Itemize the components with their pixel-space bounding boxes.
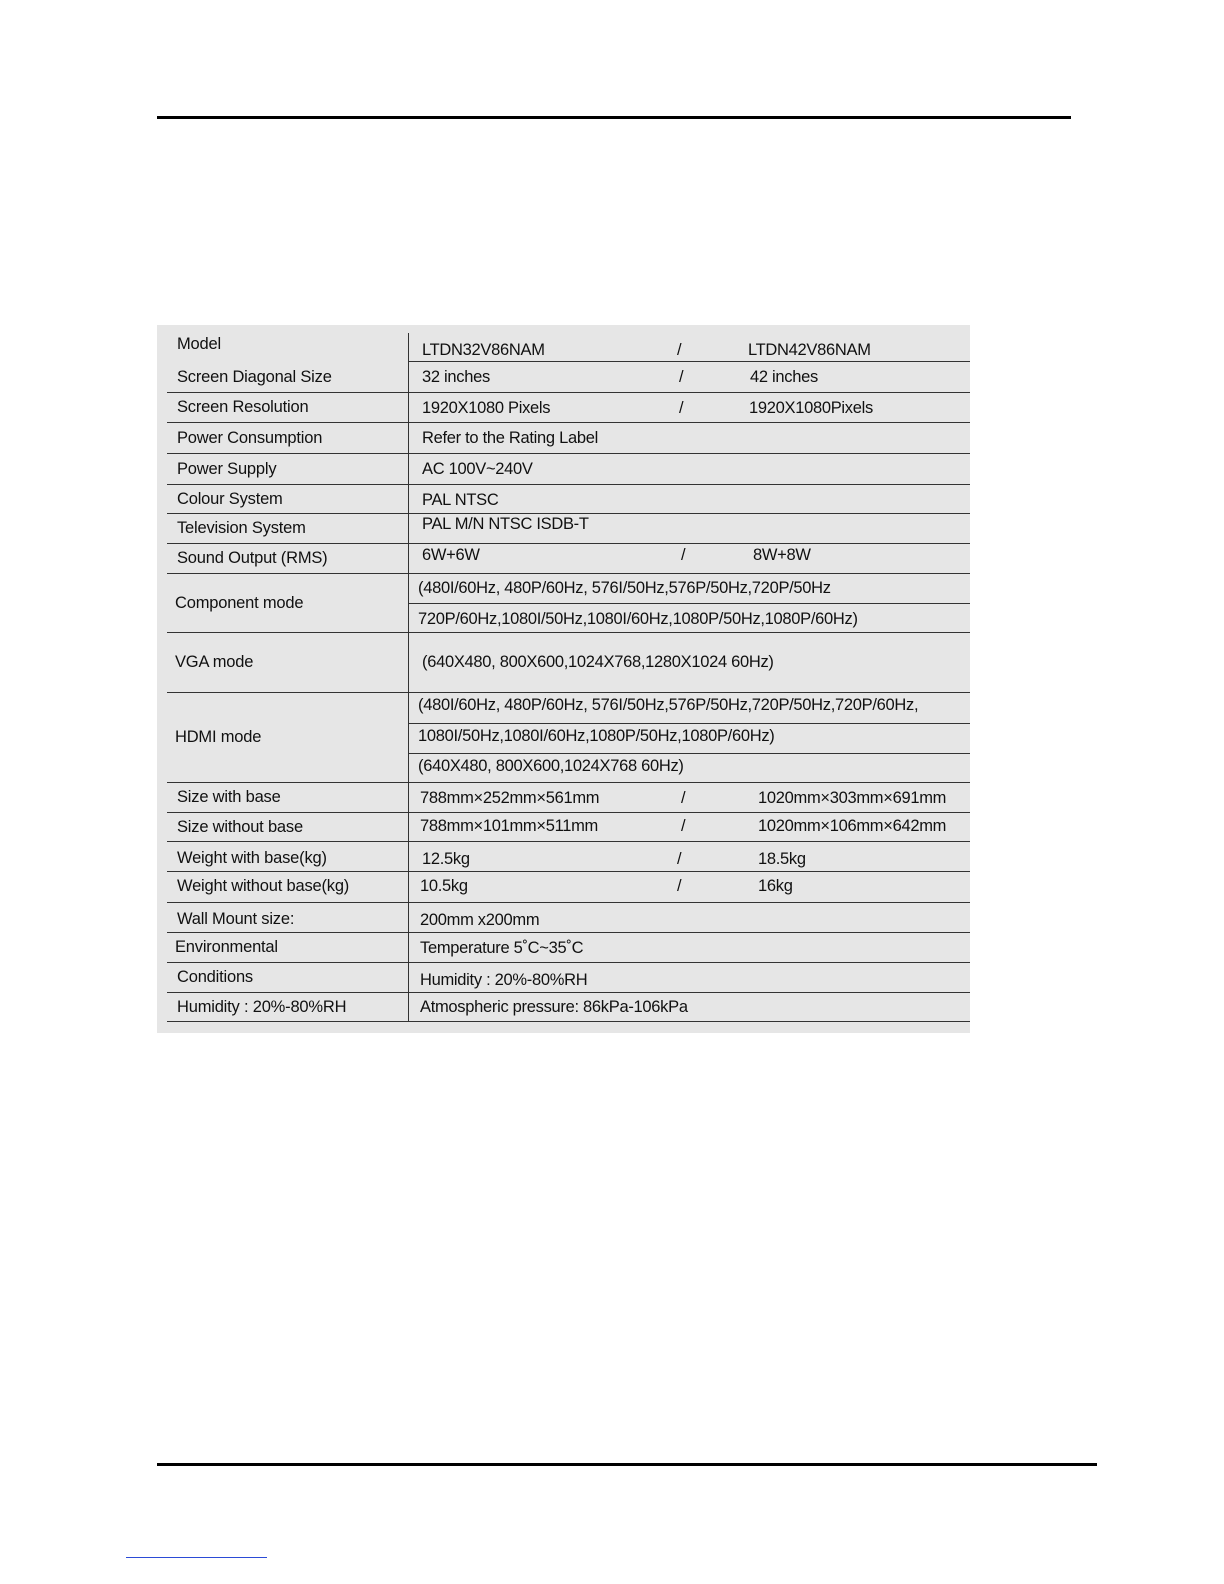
spec-separator: / [677, 341, 682, 359]
spec-value-32: 788mm×101mm×511mm [420, 817, 599, 835]
spec-value-line: 1080I/50Hz,1080I/60Hz,1080P/50Hz,1080P/60Hz) [418, 727, 775, 745]
spec-row-colour-system [167, 485, 970, 514]
spec-value-32: 12.5kg [422, 850, 470, 868]
spec-separator: / [679, 368, 684, 386]
header-rule [157, 116, 1071, 119]
spec-value: Atmospheric pressure: 86kPa-106kPa [420, 998, 688, 1016]
spec-value-line: (480I/60Hz, 480P/60Hz, 576I/50Hz,576P/50Hz,720P/50Hz [418, 579, 831, 597]
spec-row-weight-without-base [167, 872, 970, 903]
spec-row-component-mode [167, 574, 970, 633]
spec-value-line: (640X480, 800X600,1024X768 60Hz) [418, 757, 684, 775]
spec-label: Wall Mount size: [167, 903, 409, 932]
spec-row-conditions [167, 963, 970, 993]
spec-separator: / [681, 789, 686, 807]
spec-value: 200mm x200mm [420, 911, 540, 929]
spec-value-42: 1020mm×106mm×642mm [758, 817, 947, 835]
spec-row-resolution [167, 393, 970, 423]
spec-label: Weight with base(kg) [167, 842, 409, 871]
spec-row-weight-with-base [167, 842, 970, 872]
spec-label: Humidity : 20%-80%RH [167, 993, 409, 1021]
spec-value: AC 100V~240V [422, 460, 533, 478]
spec-value-42: 8W+8W [753, 546, 811, 564]
spec-value: PAL M/N NTSC ISDB-T [422, 515, 589, 533]
spec-label: Size with base [167, 783, 409, 812]
spec-row-power-consumption [167, 423, 970, 454]
spec-separator: / [681, 817, 686, 835]
spec-row-hdmi-mode [167, 693, 970, 783]
spec-value-42: 42 inches [750, 368, 818, 386]
spec-value-32: 788mm×252mm×561mm [420, 789, 600, 807]
spec-value: Humidity : 20%-80%RH [420, 971, 588, 989]
spec-value-32: 32 inches [422, 368, 490, 386]
footer-rule [157, 1463, 1097, 1466]
spec-separator: / [679, 399, 684, 417]
spec-value-32: 6W+6W [422, 546, 480, 564]
row-divider [409, 333, 970, 362]
specifications-table [167, 333, 970, 1021]
spec-value-42: 1920X1080Pixels [749, 399, 873, 417]
footer-link-underline[interactable] [126, 1557, 267, 1558]
spec-label: Weight without base(kg) [167, 872, 409, 902]
spec-label: HDMI mode [167, 693, 409, 782]
spec-label: Television System [167, 514, 409, 543]
spec-row-screen-size [167, 362, 970, 393]
spec-row-vga-mode [167, 633, 970, 693]
spec-row-size-with-base [167, 783, 970, 813]
spec-value-42: 16kg [758, 877, 793, 895]
spec-value-line: 720P/60Hz,1080I/50Hz,1080I/60Hz,1080P/50Hz,1080P/60Hz) [418, 610, 858, 628]
spec-separator: / [681, 546, 686, 564]
spec-separator: / [677, 877, 682, 895]
spec-row-wall-mount [167, 903, 970, 933]
spec-label: Component mode [167, 574, 409, 632]
spec-label: VGA mode [167, 633, 409, 692]
spec-value: (640X480, 800X600,1024X768,1280X1024 60Hz) [422, 653, 774, 671]
spec-label: Model [167, 333, 409, 362]
spec-value-32: 10.5kg [420, 877, 468, 895]
spec-label: Screen Diagonal Size [167, 362, 409, 392]
spec-value-42: LTDN42V86NAM [748, 341, 871, 359]
spec-label: Screen Resolution [167, 393, 409, 422]
spec-value-32: LTDN32V86NAM [422, 341, 545, 359]
spec-row-sound-output [167, 544, 970, 574]
spec-value: PAL NTSC [422, 491, 499, 509]
spec-label: Colour System [167, 485, 409, 513]
spec-label: Power Supply [167, 454, 409, 484]
spec-value-line: (480I/60Hz, 480P/60Hz, 576I/50Hz,576P/50Hz,720P/50Hz,720P/60Hz, [418, 696, 919, 714]
spec-separator: / [677, 850, 682, 868]
spec-label: Size without base [167, 813, 409, 841]
spec-value-42: 18.5kg [758, 850, 806, 868]
specifications-table-image [157, 325, 970, 1033]
spec-row-environmental [167, 933, 970, 963]
spec-row-power-supply [167, 454, 970, 485]
spec-value-32: 1920X1080 Pixels [422, 399, 551, 417]
spec-value: Temperature 5˚C~35˚C [420, 939, 584, 957]
spec-label: Environmental [167, 933, 409, 962]
spec-value: Refer to the Rating Label [422, 429, 598, 447]
spec-label: Power Consumption [167, 423, 409, 453]
spec-label: Conditions [167, 963, 409, 992]
spec-label: Sound Output (RMS) [167, 544, 409, 573]
spec-row-size-without-base [167, 813, 970, 842]
spec-row-television-system [167, 514, 970, 544]
spec-row-humidity [167, 993, 970, 1022]
spec-value-42: 1020mm×303mm×691mm [758, 789, 947, 807]
